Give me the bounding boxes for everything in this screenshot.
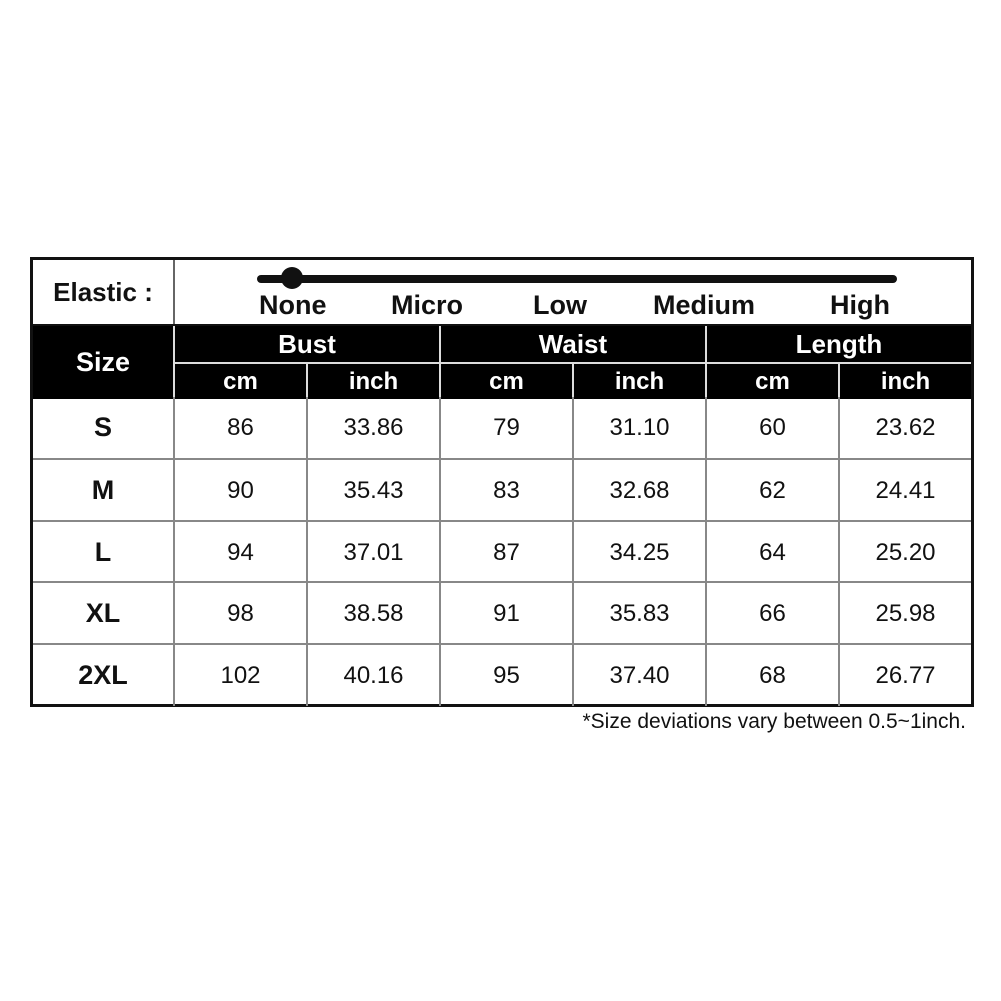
bust-inch-cell: 35.43 [308, 460, 441, 521]
waist-cm-cell: 95 [441, 645, 574, 706]
bust-cm-cell: 94 [175, 522, 308, 583]
length-inch-cell: 23.62 [875, 413, 936, 441]
elastic-scale-track [257, 275, 897, 283]
length-inch-cell: 24.41 [875, 476, 936, 504]
bust-cm-cell: 90 [175, 460, 308, 521]
elastic-level-low: Low [533, 290, 587, 320]
elastic-label: Elastic : [33, 260, 175, 324]
elastic-level-high: High [830, 290, 890, 320]
size-deviation-note: *Size deviations vary between 0.5~1inch. [582, 710, 966, 733]
length-cm-header: cm [707, 364, 840, 399]
size-cell: S [33, 397, 175, 458]
size-cell: 2XL [33, 645, 175, 706]
length-inch-cell: 26.77 [875, 661, 936, 689]
bust-inch-header: inch [308, 364, 441, 399]
bust-header: Bust [175, 326, 441, 364]
bust-inch-cell: 37.01 [308, 522, 441, 583]
bust-inch-cell: 38.58 [308, 583, 441, 644]
bust-inch-cell: 40.16 [308, 645, 441, 706]
table-row [33, 397, 971, 458]
size-column-header: Size [33, 326, 175, 399]
table-row [33, 643, 971, 706]
elastic-level-medium: Medium [653, 290, 756, 320]
waist-header: Waist [441, 326, 707, 364]
waist-inch-cell: 32.68 [574, 460, 707, 521]
length-cm-cell: 66 [707, 583, 840, 644]
elastic-level-micro: Micro [391, 290, 464, 320]
waist-inch-cell: 34.25 [574, 522, 707, 583]
elastic-level-none: None [259, 290, 327, 320]
size-chart-table [30, 257, 974, 707]
size-cell: XL [33, 583, 175, 644]
elastic-scale-knob [281, 267, 303, 289]
length-cm-cell: 62 [707, 460, 840, 521]
waist-cm-header: cm [441, 364, 574, 399]
length-inch-cell: 25.20 [875, 538, 936, 566]
table-row [33, 458, 971, 521]
table-header [33, 326, 971, 399]
length-cm-cell: 68 [707, 645, 840, 706]
waist-inch-cell: 31.10 [574, 397, 707, 458]
waist-inch-cell: 37.40 [574, 645, 707, 706]
length-cm-cell: 64 [707, 522, 840, 583]
waist-inch-header: inch [574, 364, 707, 399]
length-inch-cell: 25.98 [875, 599, 936, 627]
table-row [33, 520, 971, 583]
bust-cm-header: cm [175, 364, 308, 399]
table-row [33, 581, 971, 644]
size-cell: M [33, 460, 175, 521]
waist-cm-cell: 91 [441, 583, 574, 644]
bust-inch-cell: 33.86 [308, 397, 441, 458]
length-inch-header: inch [880, 367, 931, 395]
length-header: Length [707, 326, 971, 364]
size-cell: L [33, 522, 175, 583]
elastic-row [33, 260, 971, 326]
bust-cm-cell: 86 [175, 397, 308, 458]
waist-cm-cell: 83 [441, 460, 574, 521]
bust-cm-cell: 98 [175, 583, 308, 644]
bust-cm-cell: 102 [175, 645, 308, 706]
length-cm-cell: 60 [707, 397, 840, 458]
waist-inch-cell: 35.83 [574, 583, 707, 644]
waist-cm-cell: 79 [441, 397, 574, 458]
waist-cm-cell: 87 [441, 522, 574, 583]
